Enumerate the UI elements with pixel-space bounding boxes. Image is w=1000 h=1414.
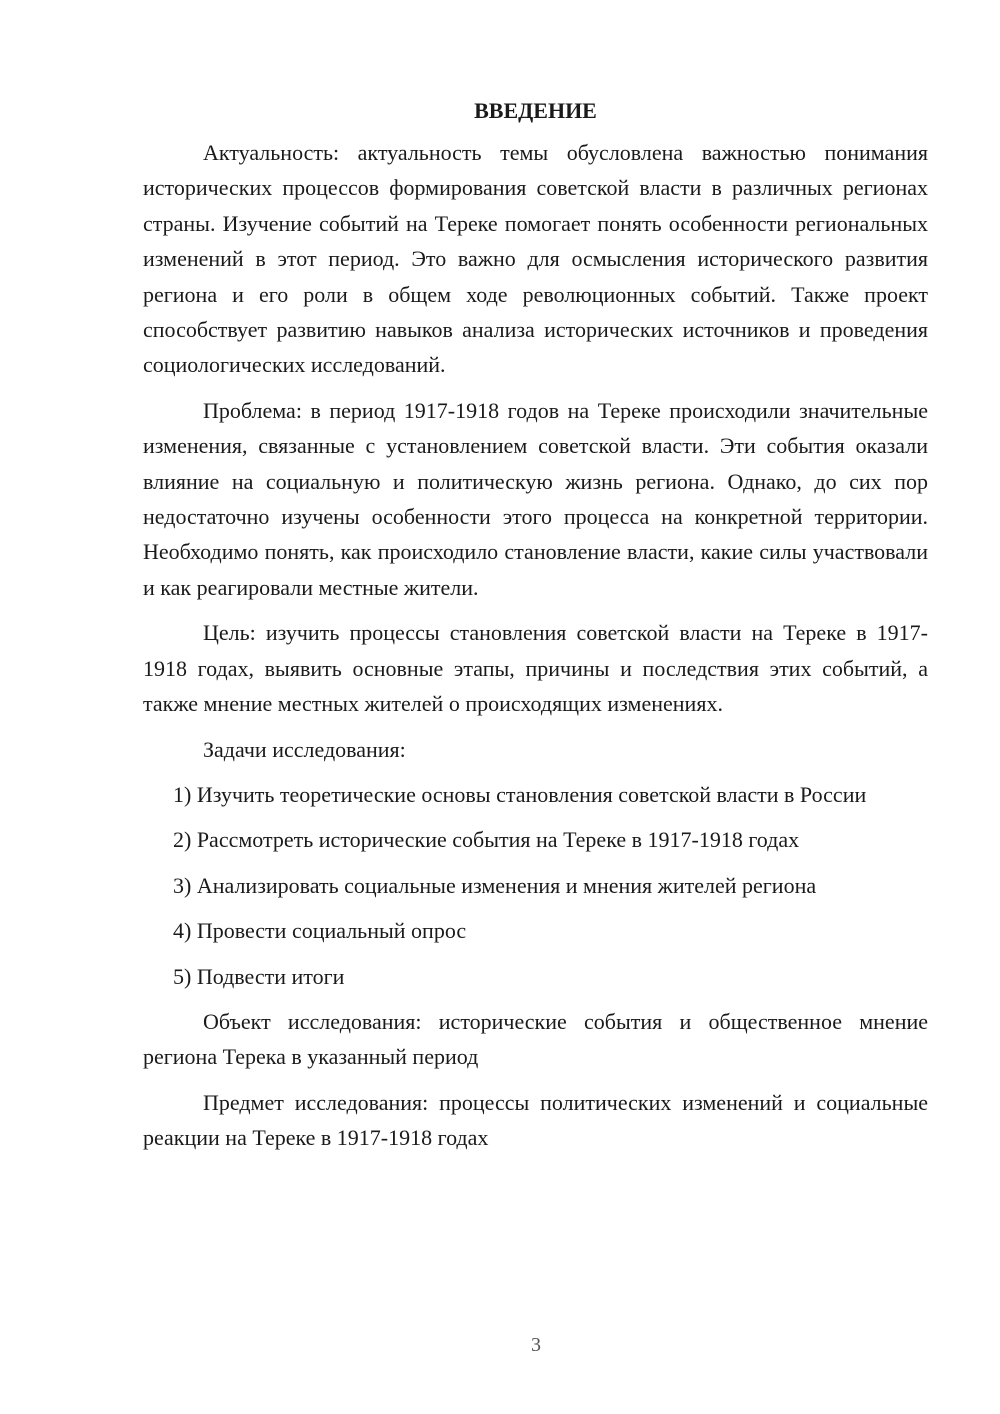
task-item: 3) Анализировать социальные изменения и мнения жителей региона (173, 872, 817, 898)
task-item: 1) Изучить теоретические основы становления советской власти в России (173, 781, 867, 807)
task-item: 4) Провести социальный опрос (173, 918, 467, 944)
task-item: 5) Подвести итоги (173, 963, 345, 989)
goal-paragraph: Цель: изучить процессы становления советской власти на Тереке в 1917-1918 годах, выявить основные этапы, причины и последствия этих событий, а также мнение местных жителей о происходящих изменениях. (143, 620, 928, 717)
tasks-heading: Задачи исследования: (203, 736, 406, 762)
problem-paragraph: Проблема: в период 1917-1918 годов на Тереке происходили значительные изменения, связанные с установлением советской власти. Эти события оказали влияние на социальную и политическую жизнь региона. Однако, до сих пор недостаточно изучены особенности этого процесса на конкретной территории. Необходимо понять, как происходило становление власти, какие силы участвовали и как реагировали местные жители. (143, 397, 928, 600)
document-page (143, 97, 928, 1166)
page-title: ВВЕДЕНИЕ (474, 98, 597, 123)
page-number: 3 (531, 1334, 541, 1356)
task-item: 2) Рассмотреть исторические события на Тереке в 1917-1918 годах (173, 827, 800, 853)
subject-paragraph: Предмет исследования: процессы политических изменений и социальные реакции на Тереке в 1917-1918 годах (143, 1089, 928, 1151)
relevance-paragraph: Актуальность: актуальность темы обусловлена важностью понимания исторических процессов формирования советской власти в различных регионах страны. Изучение событий на Тереке помогает понять особенности региональных изменений в этот период. Это важно для осмысления исторического развития региона и его роли в общем ходе революционных событий. Также проект способствует развитию навыков анализа исторических источников и проведения социологических исследований. (143, 140, 928, 378)
object-paragraph: Объект исследования: исторические события и общественное мнение региона Терека в указанный период (143, 1008, 928, 1070)
